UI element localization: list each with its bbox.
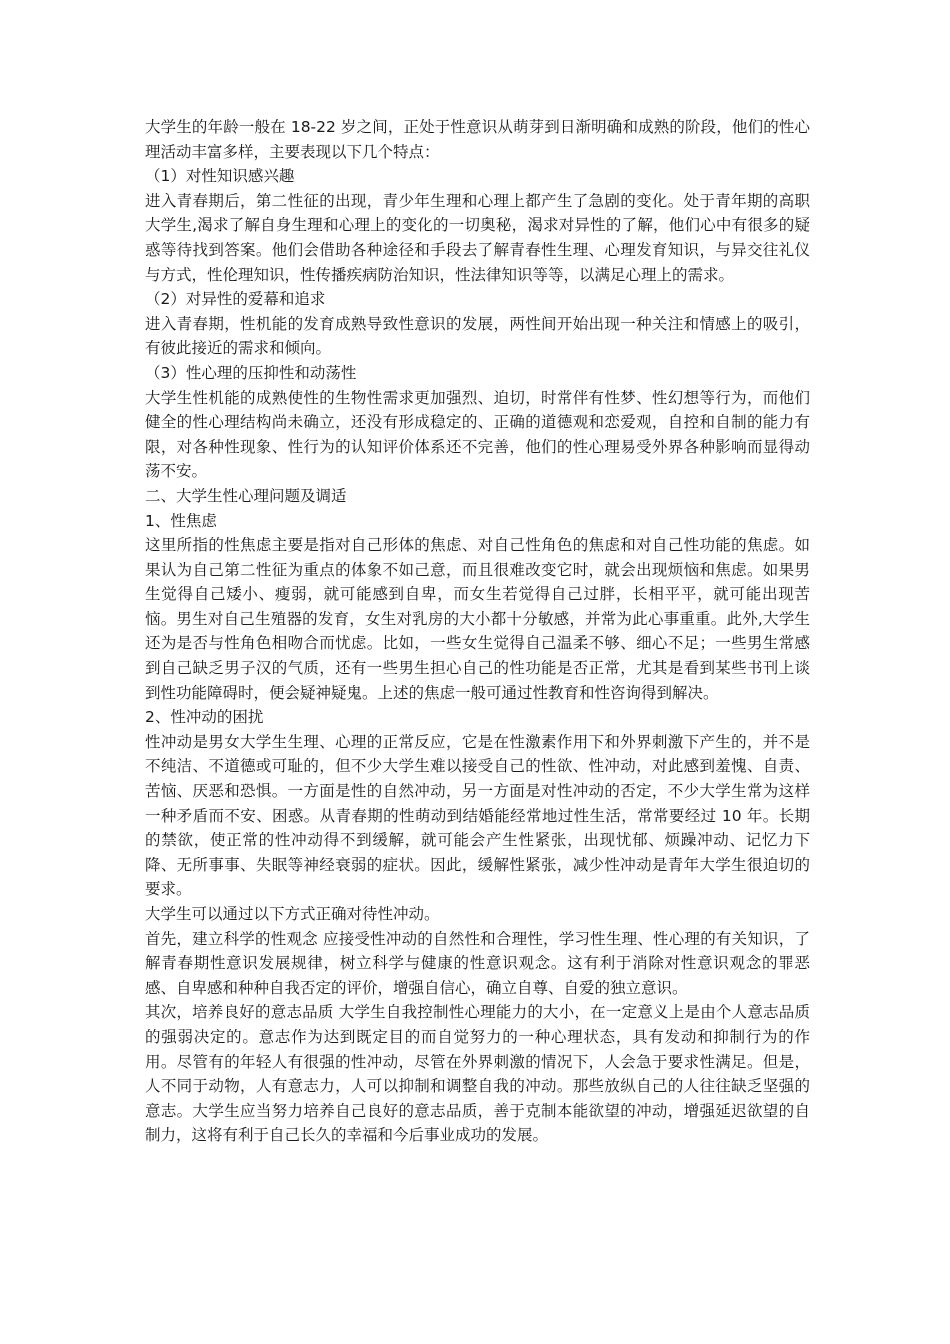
paragraph-3: 大学生性机能的成熟使性的生物性需求更加强烈、迫切，时常伴有性梦、性幻想等行为，而他们健全的性心理结构尚未确立，还没有形成稳定的、正确的道德观和恋爱观，自控和自制的能力有限，对各种性现象、性行为的认知评价体系还不完善，他们的性心理易受外界各种影响而显得动荡不安。 xyxy=(145,388,810,481)
paragraph-intro: 大学生的年龄一般在 18-22 岁之间，正处于性意识从萌芽到日渐明确和成熟的阶段，他们的性心理活动丰富多样，主要表现以下几个特点： xyxy=(145,118,810,161)
subheading-2: （2）对异性的爱幕和追求 xyxy=(145,290,326,309)
paragraph-second: 其次，培养良好的意志品质 大学生自我控制性心理能力的大小，在一定意义上是由个人意志品质的强弱决定的。意志作为达到既定目的而自觉努力的一种心理状态，具有发动和抑制行为的作用。尽管有的年轻人有很强的性冲动，尽管在外界刺激的情况下，人会急于要求性满足。但是，人不同于动物，人有意志力，人可以抑制和调整自我的冲动。那些放纵自己的人往往缺乏坚强的意志。大学生应当努力培养自己良好的意志品质，善于克制本能欲望的冲动，增强延迟欲望的自制力，这将有利于自己长久的幸福和今后事业成功的发展。 xyxy=(145,1003,810,1145)
paragraph-2: 进入青春期，性机能的发育成熟导致性意识的发展，两性间开始出现一种关注和情感上的吸引，有彼此接近的需求和倾向。 xyxy=(145,314,810,358)
paragraph-sex-anxiety: 这里所指的性焦虑主要是指对自己形体的焦虑、对自己性角色的焦虑和对自己性功能的焦虑。如果认为自己第二性征为重点的体象不如己意，而且很难改变它时，就会出现烦恼和焦虑。如果男生觉得自己矮小、瘦弱，就可能感到自卑，而女生若觉得自己过胖，长相平平，就可能出现苦恼。男生对自己生殖器的发育，女生对乳房的大小都十分敏感，并常为此心事重重。此外,大学生还为是否与性角色相吻合而忧虑。比如，一些女生觉得自己温柔不够、细心不足；一些男生常感到自己缺乏男子汉的气质，还有一些男生担心自己的性功能是否正常，尤其是看到某些书刊上谈到性功能障碍时，便会疑神疑鬼。上述的焦虑一般可通过性教育和性咨询得到解决。 xyxy=(145,536,810,702)
document-body xyxy=(145,115,810,1148)
subheading-1: （1）对性知识感兴趣 xyxy=(145,167,295,186)
subheading-3: （3）性心理的压抑性和动荡性 xyxy=(145,363,357,382)
paragraph-sexual-impulse: 性冲动是男女大学生生理、心理的正常反应，它是在性激素作用下和外界刺激下产生的，并不是不纯洁、不道德或可耻的，但不少大学生难以接受自己的性欲、性冲动，对此感到羞愧、自责、苦恼、厌恶和恐惧。一方面是性的自然冲动，另一方面是对性冲动的否定，不少大学生常为这样一种矛盾而不安、困惑。从青春期的性萌动到结婚能经常地过性生活，常常要经过 10 年。长期的禁欲，使正常的性冲动得不到缓解，就可能会产生性紧张，出现忧郁、烦躁冲动、记忆力下降、无所事事、失眠等神经衰弱的症状。因此，缓解性紧张，减少性冲动是青年大学生很迫切的要求。 xyxy=(145,732,810,899)
subsection-heading-1: 1、性焦虑 xyxy=(145,511,217,530)
section-heading-2: 二、大学生性心理问题及调适 xyxy=(145,486,347,505)
subsection-heading-2: 2、性冲动的困扰 xyxy=(145,708,264,727)
paragraph-first: 首先，建立科学的性观念 应接受性冲动的自然性和合理性，学习性生理、性心理的有关知识，了解青春期性意识发展规律，树立科学与健康的性意识观念。这有利于消除对性意识观念的罪恶感、自卑感和种种自我否定的评价，增强自信心，确立自尊、自爱的独立意识。 xyxy=(145,929,810,997)
paragraph-methods-intro: 大学生可以通过以下方式正确对待性冲动。 xyxy=(145,905,440,923)
paragraph-1: 进入青春期后，第二性征的出现，青少年生理和心理上都产生了急剧的变化。处于青年期的高职大学生,渴求了解自身生理和心理上的变化的一切奥秘，渴求对异性的了解，他们心中有很多的疑惑等待找到答案。他们会借助各种途径和手段去了解青春性生理、心理发育知识，与异交往礼仪与方式，性伦理知识，性传播疾病防治知识，性法律知识等等，以满足心理上的需求。 xyxy=(145,191,810,284)
